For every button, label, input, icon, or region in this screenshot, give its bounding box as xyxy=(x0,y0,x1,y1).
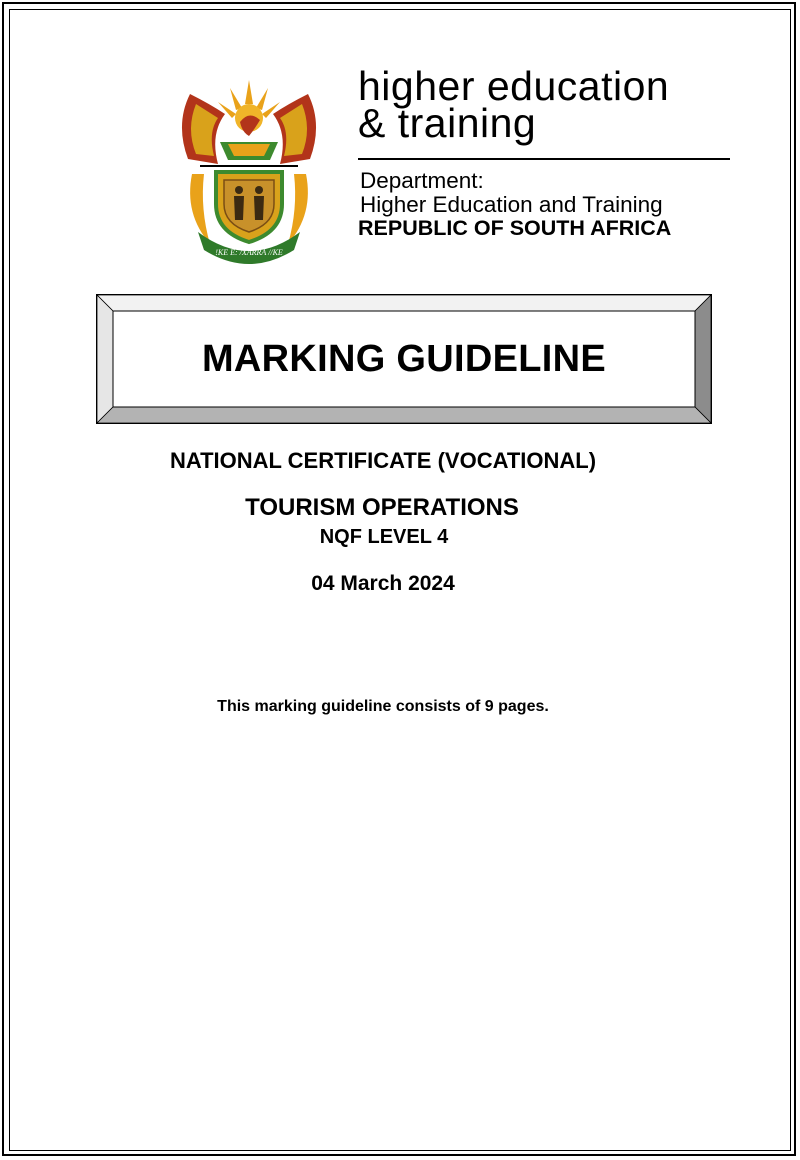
subject-name: TOURISM OPERATIONS xyxy=(245,494,519,521)
certificate-name: NATIONAL CERTIFICATE (VOCATIONAL) xyxy=(169,448,597,473)
department-header xyxy=(358,63,738,248)
logo-line-1: higher education xyxy=(358,63,670,109)
logo-line-2: & training xyxy=(358,100,537,146)
country-name: REPUBLIC OF SOUTH AFRICA xyxy=(358,216,672,240)
nqf-level: NQF LEVEL 4 xyxy=(319,526,449,548)
logo-divider xyxy=(358,158,730,160)
svg-text:!KE E: /XARRA //KE: !KE E: /XARRA //KE xyxy=(215,248,283,257)
page-title: MARKING GUIDELINE xyxy=(201,338,607,380)
exam-date: 04 March 2024 xyxy=(311,572,455,595)
coat-of-arms-icon xyxy=(170,74,328,264)
page-count-note: This marking guideline consists of 9 pages. xyxy=(217,698,549,715)
department-name: Higher Education and Training xyxy=(360,192,663,217)
department-label: Department: xyxy=(360,168,484,193)
